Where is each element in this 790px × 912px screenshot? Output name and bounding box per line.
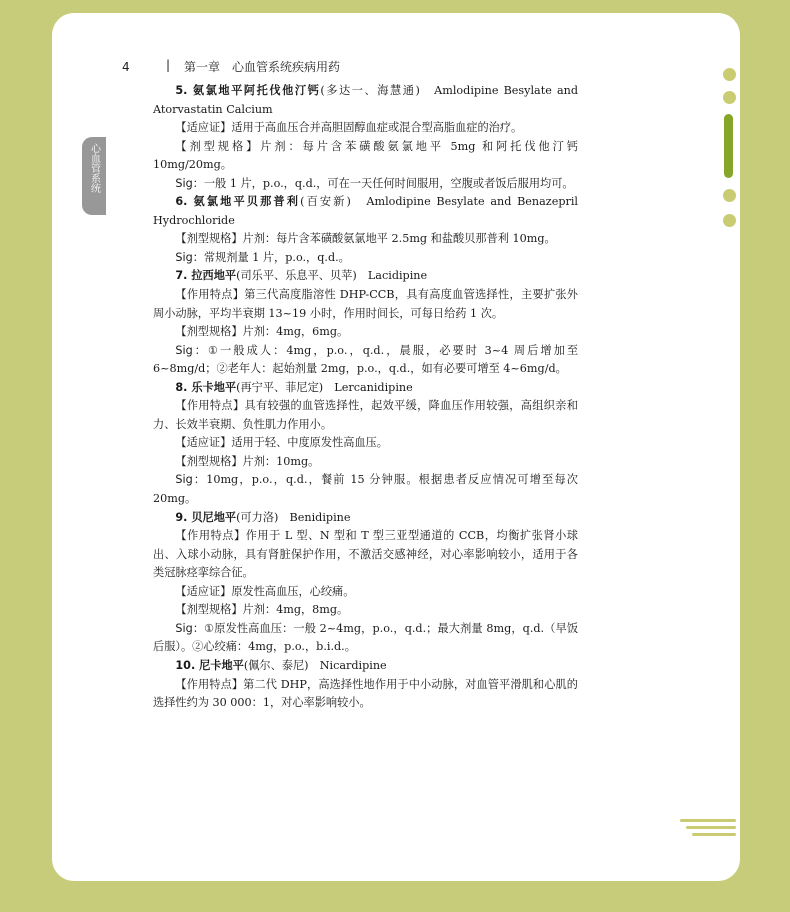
section-label: 【剂型规格】 — [175, 232, 243, 246]
section-label: Sig： — [175, 176, 204, 190]
drug-title: 8. 乐卡地平 — [175, 380, 237, 394]
section-label: Sig： — [175, 473, 207, 487]
decorative-line — [680, 819, 736, 822]
header-separator: | — [166, 58, 171, 72]
decorative-line — [692, 833, 736, 836]
para-text: 原发性高血压，心绞痛。 — [231, 584, 355, 598]
para-text: 片剂：10mg。 — [242, 454, 320, 468]
body-text — [153, 82, 578, 713]
para-text: 第二代 DHP，高选择性地作用于中小动脉，对血管平滑肌和心肌的选择性约为 30 000：1，对心率影响较小。 — [153, 677, 578, 710]
drug-heading — [153, 82, 578, 119]
para-text: 片剂：每片含苯磺酸氨氯地平 2.5mg 和盐酸贝那普利 10mg。 — [242, 232, 556, 246]
decorative-dot — [723, 91, 736, 104]
features-para — [153, 397, 578, 434]
section-label: 【剂型规格】 — [175, 325, 243, 339]
dosage-form-para — [153, 453, 578, 472]
indication-para — [153, 434, 578, 453]
drug-names: (多达一、海慧通) Amlodipine Besylate and Atorvastatin Calcium — [153, 84, 578, 116]
drug-title: 10. 尼卡地平 — [175, 658, 244, 672]
dosage-form-para — [153, 138, 578, 175]
para-text: 10mg，p.o.，q.d.，餐前 15 分钟服。根据患者反应情况可增至每次 20mg。 — [153, 473, 578, 506]
para-text: ①原发性高血压：一般 2~4mg，p.o.，q.d.；最大剂量 8mg，q.d.（早饭后服）。②心绞痛：4mg，p.o.，b.i.d.。 — [153, 621, 579, 654]
features-para — [153, 286, 578, 323]
section-label: 【剂型规格】 — [175, 454, 243, 468]
section-label: Sig： — [175, 621, 205, 635]
para-text: 片剂：4mg，8mg。 — [242, 603, 349, 617]
decorative-line — [686, 826, 736, 829]
section-label: 【适应证】 — [175, 584, 232, 598]
drug-heading — [153, 193, 578, 230]
section-label: 【剂型规格】 — [175, 603, 243, 617]
sig-para — [153, 175, 578, 194]
section-label: Sig： — [175, 250, 204, 264]
dosage-form-para — [153, 230, 578, 249]
sig-para — [153, 249, 578, 268]
para-text: 片剂：4mg，6mg。 — [242, 325, 349, 339]
decorative-dot — [723, 189, 736, 202]
drug-heading — [153, 509, 578, 528]
side-tab-label: 心血管系统 — [88, 143, 100, 193]
section-label: 【作用特点】 — [175, 529, 246, 543]
dosage-form-para — [153, 323, 578, 342]
chapter-title: 第一章 心血管系统疾病用药 — [184, 60, 341, 74]
para-text: 片剂：每片含苯磺酸氨氯地平 5mg 和阿托伐他汀钙 10mg/20mg。 — [153, 139, 578, 172]
drug-heading — [153, 379, 578, 398]
section-label: 【剂型规格】 — [175, 139, 261, 153]
section-label: 【作用特点】 — [175, 677, 244, 691]
drug-names: (可力洛) Benidipine — [236, 510, 351, 524]
drug-names: (百安新) Amlodipine Besylate and Benazepril Hydrochloride — [153, 195, 578, 227]
section-side-tab — [82, 137, 106, 215]
decorative-dot — [723, 68, 736, 81]
drug-title: 9. 贝尼地平 — [175, 510, 237, 524]
sig-para — [153, 471, 578, 508]
section-label: 【适应证】 — [175, 121, 232, 135]
drug-heading — [153, 657, 578, 676]
section-label: 【作用特点】 — [175, 399, 245, 413]
dosage-form-para — [153, 601, 578, 620]
features-para — [153, 527, 578, 583]
indication-para — [153, 583, 578, 602]
decorative-dot — [723, 214, 736, 227]
para-text: 作用于 L 型、N 型和 T 型三亚型通道的 CCB，均衡扩张肾小球出、入球小动脉，具有肾脏保护作用，不激活交感神经，对心率影响较小，适用于各类冠脉痉挛综合征。 — [153, 529, 578, 580]
para-text: 适用于高血压合并高胆固醇血症或混合型高脂血症的治疗。 — [231, 121, 523, 135]
section-label: 【作用特点】 — [175, 288, 245, 302]
page-number: 4 — [122, 60, 130, 74]
drug-names: (再宁平、菲尼定) Lercanidipine — [236, 380, 413, 394]
page-position-bar — [724, 114, 733, 178]
para-text: ①一般成人：4mg，p.o.，q.d.，晨服，必要时 3~4 周后增加至 6~8mg/d；②老年人：起始剂量 2mg，p.o.，q.d.，如有必要可增至 4~6mg/d。 — [153, 343, 579, 376]
drug-title: 6. 氨氯地平贝那普利 — [175, 195, 301, 209]
features-para — [153, 676, 578, 713]
para-text: 第三代高度脂溶性 DHP-CCB，具有高度血管选择性，主要扩张外周小动脉，平均半衰期 13~19 小时，作用时间长，可每日给药 1 次。 — [153, 288, 578, 320]
section-label: Sig： — [175, 343, 209, 357]
indication-para — [153, 119, 578, 138]
para-text: 常规剂量 1 片，p.o.，q.d.。 — [203, 250, 350, 264]
para-text: 具有较强的血管选择性，起效平缓，降血压作用较强，高组织亲和力、长效半衰期、负性肌力作用小。 — [153, 399, 578, 431]
drug-names: (司乐平、乐息平、贝苹) Lacidipine — [236, 269, 428, 283]
drug-names: (佩尔、泰尼) Nicardipine — [243, 658, 387, 672]
section-label: 【适应证】 — [175, 436, 232, 450]
para-text: 一般 1 片，p.o.，q.d.，可在一天任何时间服用，空腹或者饭后服用均可。 — [203, 176, 574, 190]
drug-title: 7. 拉西地平 — [175, 269, 237, 283]
sig-para — [153, 342, 578, 379]
sig-para — [153, 620, 578, 657]
para-text: 适用于轻、中度原发性高血压。 — [231, 436, 388, 450]
drug-title: 5. 氨氯地平阿托伐他汀钙 — [175, 84, 321, 97]
drug-heading — [153, 267, 578, 286]
